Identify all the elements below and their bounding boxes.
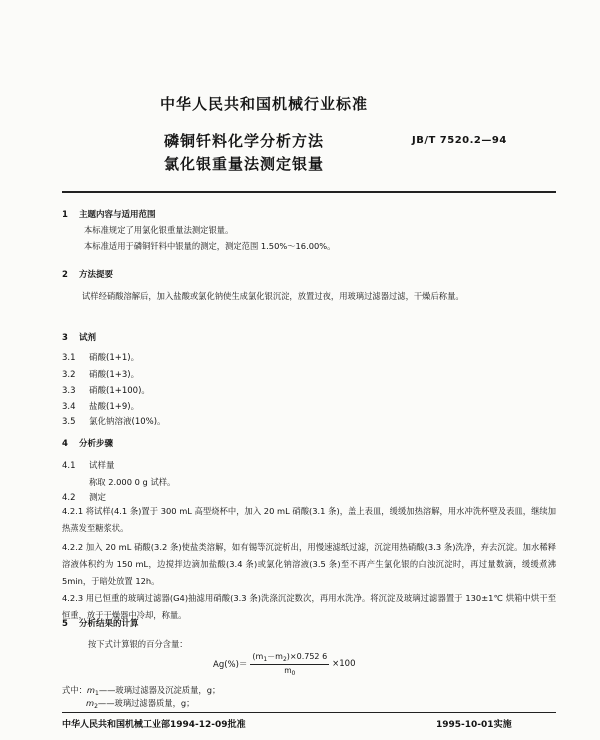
section-number: 4 (62, 439, 68, 449)
reagent-item (62, 400, 139, 412)
section-2-heading (62, 268, 113, 280)
reagent-item (62, 368, 139, 380)
formula-fraction (250, 651, 329, 677)
step-number: 4.2.1 (62, 506, 84, 516)
step-text: 加入 20 mL 硝酸(3.2 条)使盐类溶解，如有锡等沉淀析出，用慢速滤纸过滤，沉淀用热硝酸(3.3 条)洗净，弃去沉淀。加水稀释溶液体积约为 150 mL，边搅拌边滴加盐酸(3.4 条)或氯化钠溶液(3.5 条)至不再产生氯化银的白浊沉淀时，再过量数滴，缓缓煮沸 5min，于暗处放置 12h。 (62, 542, 557, 586)
sample-amount-text: 称取 2.000 0 g 试样。 (89, 477, 176, 487)
subsection-title: 试样量 (89, 461, 115, 471)
section-1-paragraph-2: 本标准适用于磷铜钎料中银量的测定，测定范围 1.50%～16.00%。 (84, 241, 336, 251)
step-text: 将试样(4.1 条)置于 300 mL 高型烧杯中，加入 20 mL 硝酸(3.1 条)，盖上表皿，缓缓加热溶解，用水冲洗杯壁及表皿，继续加热蒸发至糖浆状。 (62, 506, 557, 533)
section-5-heading (62, 617, 138, 629)
section-3-heading (62, 331, 96, 343)
section-title: 主题内容与适用范围 (78, 210, 156, 220)
approval-statement: 中华人民共和国机械工业部1994-12-09批准 (62, 720, 246, 730)
document-title-line1: 磷铜钎料化学分析方法 (164, 132, 325, 150)
section-title: 试剂 (78, 333, 96, 343)
formula-numerator: $(m_1-m_2)\times 0.752$ 6 (252, 652, 328, 663)
section-number: 3 (62, 333, 68, 343)
step-4-2-1 (62, 503, 556, 537)
section-number: 2 (62, 270, 68, 280)
section-1-heading (62, 208, 155, 220)
top-divider (62, 191, 556, 193)
step-number: 4.2.2 (62, 542, 84, 552)
step-text: 用已恒重的玻璃过滤器(G4)抽滤用硝酸(3.3 条)洗涤沉淀数次，再用水洗净。将沉淀及玻璃过滤器置于 130±1℃ 烘箱中烘干至恒重，放于干燥器中冷却，称量。 (62, 593, 557, 620)
subsection-number: 4.1 (62, 461, 76, 471)
item-number: 3.3 (62, 386, 76, 396)
section-1-paragraph-1: 本标准规定了用氯化银重量法测定银量。 (84, 225, 234, 235)
step-4-2-2 (62, 539, 556, 590)
section-2-paragraph: 试样经硝酸溶解后，加入盐酸或氯化钠使生成氯化银沉淀，放置过夜，用玻璃过滤器过滤，干燥后称量。 (82, 291, 464, 301)
step-number: 4.2.3 (62, 593, 84, 603)
item-number: 3.2 (62, 370, 76, 380)
item-number: 3.5 (62, 417, 76, 427)
reagent-item (62, 384, 150, 396)
section-4-heading (62, 437, 113, 449)
implementation-date: 1995-10-01实施 (436, 720, 512, 730)
item-text: 氯化钠溶液(10%)。 (89, 417, 166, 427)
item-text: 盐酸(1+9)。 (89, 402, 140, 412)
standard-number: JB/T 7520.2—94 (412, 135, 507, 146)
variable-definition-m2: $m_2——$玻璃过滤器质量，g； (86, 698, 195, 710)
subsection-title: 测定 (89, 493, 107, 503)
formula-rhs: ×100 (332, 659, 356, 669)
section-title: 分析步骤 (78, 439, 113, 449)
section-number: 1 (62, 210, 68, 220)
subsection-4-1-heading (62, 459, 115, 471)
silver-content-formula (213, 651, 356, 677)
item-text: 硝酸(1+100)。 (89, 386, 150, 396)
section-title: 方法提要 (78, 270, 113, 280)
item-text: 硝酸(1+1)。 (89, 353, 140, 363)
standard-title: 中华人民共和国机械行业标准 (160, 95, 369, 113)
bottom-divider (62, 712, 556, 713)
where-label: 式中： (62, 685, 87, 695)
item-number: 3.1 (62, 353, 76, 363)
item-text: 硝酸(1+3)。 (89, 370, 140, 380)
reagent-item (62, 415, 166, 427)
formula-denominator: $m_0$ (284, 666, 296, 677)
variable-description: ——玻璃过滤器质量，g； (97, 698, 195, 708)
variable-definition-m1: 式中：$m_1——$玻璃过滤器及沉淀质量，g； (62, 685, 221, 697)
reagent-item (62, 351, 139, 363)
calculation-intro: 按下式计算银的百分含量： (88, 639, 188, 649)
subsection-number: 4.2 (62, 493, 76, 503)
formula-lhs: Ag(%)＝ (213, 660, 248, 670)
section-number: 5 (62, 619, 68, 629)
section-title: 分析结果的计算 (78, 619, 139, 629)
item-number: 3.4 (62, 402, 76, 412)
subsection-4-2-heading (62, 491, 106, 503)
document-title-line2: 氯化银重量法测定银量 (164, 155, 325, 173)
variable-description: ——玻璃过滤器及沉淀质量，g； (98, 685, 221, 695)
